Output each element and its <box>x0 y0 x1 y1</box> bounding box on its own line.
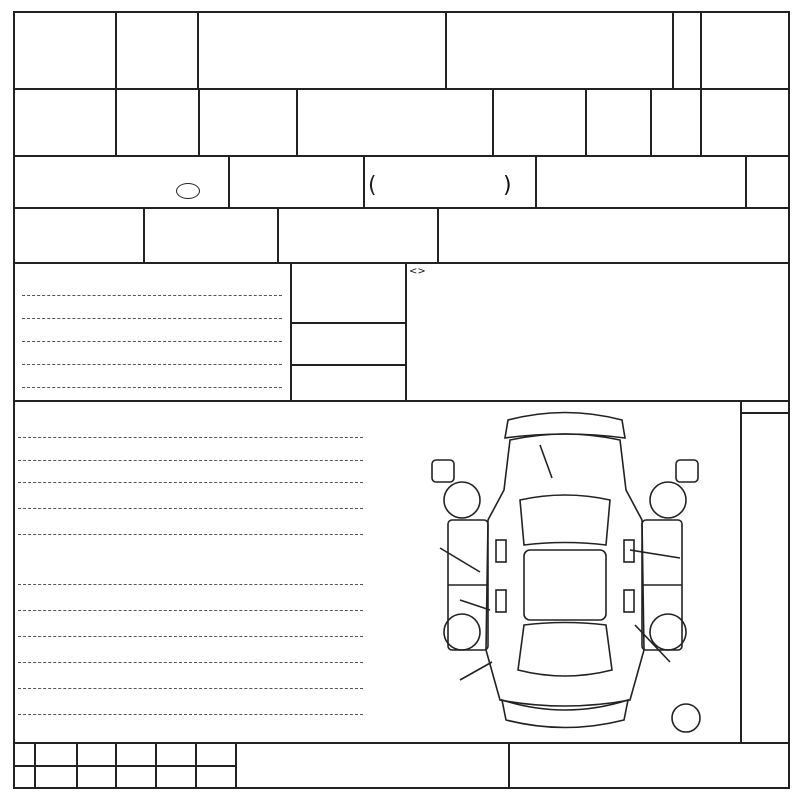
car-damage-diagram <box>380 400 735 740</box>
km-unit-circled <box>176 183 200 199</box>
sales-points-header: <> <box>409 266 426 277</box>
equipment-list <box>440 226 788 260</box>
